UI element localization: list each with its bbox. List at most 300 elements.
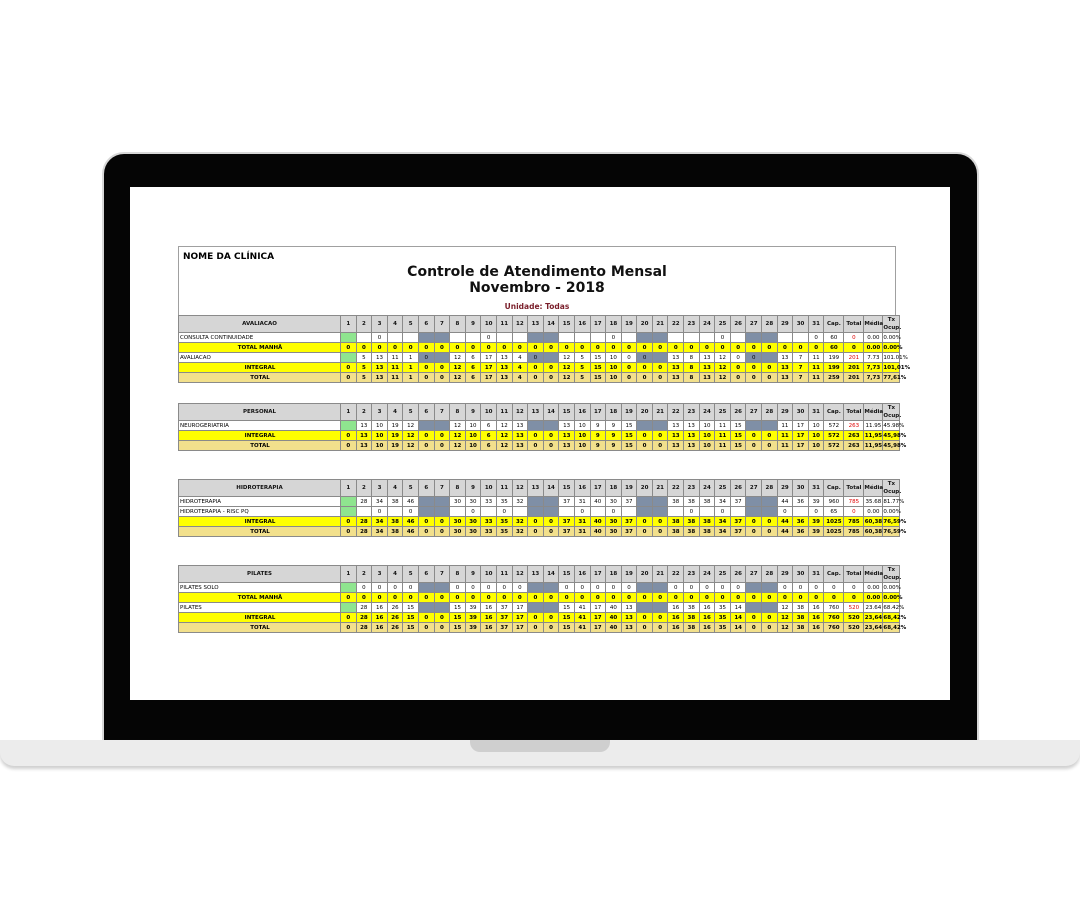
day-cell: 0 [528, 517, 544, 527]
day-cell: 15 [621, 441, 637, 451]
day-cell [543, 421, 559, 431]
day-cell [699, 333, 715, 343]
day-cell: 13 [699, 373, 715, 383]
day-cell: 0 [341, 613, 357, 623]
day-cell: 32 [512, 527, 528, 537]
total-cell: 201 [844, 353, 864, 363]
day-header: 27 [746, 566, 762, 583]
day-cell [762, 497, 778, 507]
day-cell: 13 [372, 373, 388, 383]
day-header: 11 [496, 316, 512, 333]
day-cell: 0 [684, 507, 700, 517]
day-header: 22 [668, 566, 684, 583]
day-cell: 30 [606, 527, 622, 537]
day-cell [621, 333, 637, 343]
report-title: Controle de Atendimento Mensal [407, 264, 667, 280]
day-cell: 12 [403, 431, 419, 441]
day-cell: 0 [637, 613, 653, 623]
tx-cell: 0.00% [883, 584, 901, 591]
day-cell: 30 [450, 517, 466, 527]
day-cell: 0 [418, 431, 434, 441]
day-cell: 0 [777, 593, 793, 603]
day-cell: 5 [574, 353, 590, 363]
day-header: 4 [387, 316, 403, 333]
row-label: HIDROTERAPIA - RISC PQ [179, 507, 341, 517]
day-cell: 38 [793, 603, 809, 613]
day-cell: 38 [684, 613, 700, 623]
day-cell: 0 [496, 583, 512, 593]
day-cell: 0 [418, 373, 434, 383]
day-cell [637, 497, 653, 507]
section-avaliacao [178, 315, 911, 383]
day-cell: 28 [356, 497, 372, 507]
day-cell: 0 [574, 507, 590, 517]
day-cell: 0 [341, 363, 357, 373]
day-cell: 10 [808, 441, 824, 451]
day-cell: 35 [496, 527, 512, 537]
day-cell: 0 [746, 517, 762, 527]
day-cell: 26 [387, 623, 403, 633]
day-cell: 0 [481, 333, 497, 343]
day-cell: 16 [372, 623, 388, 633]
day-cell: 0 [637, 593, 653, 603]
day-cell: 0 [450, 343, 466, 353]
day-cell [793, 507, 809, 517]
day-cell: 13 [668, 421, 684, 431]
table-row [179, 373, 900, 383]
day-cell: 36 [793, 497, 809, 507]
day-cell [652, 421, 668, 431]
day-cell: 0 [606, 593, 622, 603]
day-cell: 16 [808, 623, 824, 633]
day-cell: 0 [652, 613, 668, 623]
row-label: AVALIACAO [179, 353, 341, 363]
table-row [179, 333, 900, 343]
day-cell: 17 [590, 623, 606, 633]
day-header: 1 [341, 316, 357, 333]
day-header: 19 [621, 316, 637, 333]
day-cell: 15 [450, 613, 466, 623]
day-cell [762, 333, 778, 343]
day-cell: 28 [356, 517, 372, 527]
day-header: 30 [793, 566, 809, 583]
table-header-row [179, 404, 900, 421]
table-row [179, 517, 900, 527]
day-header: 26 [730, 480, 746, 497]
day-header: 22 [668, 316, 684, 333]
cap-cell: 760 [824, 613, 844, 623]
day-cell: 9 [606, 431, 622, 441]
day-cell: 13 [512, 431, 528, 441]
day-cell: 39 [465, 613, 481, 623]
day-cell: 32 [512, 497, 528, 507]
day-cell: 0 [543, 623, 559, 633]
day-cell: 16 [699, 603, 715, 613]
total-cell: 263 [844, 421, 864, 431]
day-cell: 0 [808, 507, 824, 517]
media-cell: 7,73 [864, 373, 883, 383]
day-cell: 15 [403, 603, 419, 613]
day-cell: 39 [808, 527, 824, 537]
day-cell: 10 [699, 431, 715, 441]
day-cell: 13 [777, 363, 793, 373]
day-cell: 1 [403, 363, 419, 373]
day-cell: 40 [606, 603, 622, 613]
day-header: 13 [528, 404, 544, 421]
day-cell: 33 [481, 497, 497, 507]
day-cell: 0 [341, 373, 357, 383]
day-header: 30 [793, 480, 809, 497]
day-cell [637, 603, 653, 613]
day-cell: 13 [496, 373, 512, 383]
day-header: 7 [434, 404, 450, 421]
day-cell: 30 [606, 497, 622, 507]
day-cell: 15 [590, 353, 606, 363]
day-cell: 14 [730, 603, 746, 613]
day-header: 10 [481, 480, 497, 497]
day-cell: 0 [746, 343, 762, 353]
day-header: 2 [356, 566, 372, 583]
day-cell: 12 [403, 441, 419, 451]
day-header: 24 [699, 480, 715, 497]
tx-cell: 101.01% [883, 354, 908, 361]
day-cell: 0 [652, 431, 668, 441]
day-cell: 0 [403, 507, 419, 517]
day-cell [418, 333, 434, 343]
day-cell: 11 [387, 353, 403, 363]
day-cell [590, 333, 606, 343]
day-cell: 11 [777, 431, 793, 441]
row-label: NEUROGERIATRIA [179, 421, 341, 431]
day-cell: 0 [793, 593, 809, 603]
day-header: 27 [746, 480, 762, 497]
day-cell [668, 333, 684, 343]
day-cell: 0 [543, 373, 559, 383]
day-cell: 0 [372, 343, 388, 353]
day-cell: 13 [496, 363, 512, 373]
day-cell [637, 421, 653, 431]
day-cell: 10 [808, 421, 824, 431]
day-cell: 0 [652, 527, 668, 537]
tx-cell: 76,59% [883, 528, 907, 535]
day-cell: 0 [606, 507, 622, 517]
day-header: 2 [356, 316, 372, 333]
day-cell: 0 [715, 343, 731, 353]
day-cell [341, 497, 357, 507]
day-cell: 0 [715, 583, 731, 593]
day-cell: 12 [450, 431, 466, 441]
day-cell: 0 [434, 623, 450, 633]
day-cell: 17 [590, 603, 606, 613]
day-cell: 0 [574, 343, 590, 353]
media-cell: 23,64 [864, 614, 883, 621]
day-cell: 0 [730, 373, 746, 383]
day-cell: 0 [762, 373, 778, 383]
day-cell: 10 [606, 363, 622, 373]
day-cell: 0 [652, 593, 668, 603]
day-cell [418, 497, 434, 507]
day-cell: 0 [356, 583, 372, 593]
day-header: 13 [528, 316, 544, 333]
day-cell: 0 [762, 613, 778, 623]
day-cell [574, 333, 590, 343]
table-row [179, 431, 900, 441]
day-cell: 0 [730, 353, 746, 363]
day-cell [341, 421, 357, 431]
day-cell: 0 [730, 363, 746, 373]
day-cell: 0 [559, 593, 575, 603]
day-cell [637, 583, 653, 593]
day-cell [652, 333, 668, 343]
day-cell: 11 [777, 421, 793, 431]
day-cell: 35 [715, 623, 731, 633]
day-cell: 37 [730, 527, 746, 537]
row-label: TOTAL MANHÃ [179, 593, 341, 603]
day-cell: 16 [668, 603, 684, 613]
day-cell: 0 [762, 593, 778, 603]
report-subtitle: Novembro - 2018 [469, 280, 605, 296]
day-cell: 0 [418, 593, 434, 603]
day-header: 3 [372, 404, 388, 421]
day-header: 16 [574, 316, 590, 333]
day-header: 15 [559, 566, 575, 583]
day-cell: 15 [403, 623, 419, 633]
day-cell: 40 [606, 613, 622, 623]
day-header: 6 [418, 566, 434, 583]
day-cell: 12 [403, 421, 419, 431]
day-cell: 5 [574, 363, 590, 373]
day-cell: 0 [746, 593, 762, 603]
day-cell [762, 353, 778, 363]
tx-cell: 68,42% [883, 614, 907, 621]
day-cell: 11 [715, 431, 731, 441]
tx-cell: 45.98% [883, 422, 905, 429]
day-cell: 17 [512, 603, 528, 613]
day-header: 8 [450, 480, 466, 497]
day-header: 15 [559, 480, 575, 497]
row-label: PILATES [179, 603, 341, 613]
total-cell: 263 [844, 441, 864, 451]
day-header: 15 [559, 316, 575, 333]
day-cell: 0 [528, 593, 544, 603]
row-label: TOTAL [179, 527, 341, 537]
day-cell: 0 [372, 333, 388, 343]
row-label: TOTAL MANHÃ [179, 343, 341, 353]
cap-cell: 65 [824, 507, 844, 517]
media-header: Média [864, 316, 883, 333]
day-cell: 39 [465, 603, 481, 613]
day-cell: 38 [699, 517, 715, 527]
day-header: 25 [715, 566, 731, 583]
day-cell: 9 [590, 431, 606, 441]
day-cell: 34 [715, 497, 731, 507]
day-cell: 0 [434, 593, 450, 603]
day-cell: 0 [528, 353, 544, 363]
day-cell: 0 [606, 343, 622, 353]
day-cell: 0 [465, 343, 481, 353]
day-cell: 13 [356, 431, 372, 441]
section-title: AVALIACAO [179, 316, 341, 333]
day-cell: 0 [559, 583, 575, 593]
table-row [179, 363, 900, 373]
day-header: 10 [481, 316, 497, 333]
media-cell: 11,95 [864, 432, 883, 439]
day-cell: 0 [808, 333, 824, 343]
day-cell [652, 507, 668, 517]
day-header: 21 [652, 566, 668, 583]
day-cell [543, 353, 559, 363]
day-cell: 12 [450, 353, 466, 363]
day-cell: 16 [372, 613, 388, 623]
table-header-row [179, 316, 900, 333]
day-cell: 38 [699, 527, 715, 537]
day-header: 21 [652, 316, 668, 333]
cap-cell: 760 [824, 623, 844, 633]
day-cell: 12 [559, 363, 575, 373]
section-pilates [178, 565, 907, 633]
day-cell: 0 [808, 343, 824, 353]
day-cell: 0 [762, 431, 778, 441]
day-header: 25 [715, 480, 731, 497]
table-row [179, 421, 900, 431]
day-cell: 13 [559, 441, 575, 451]
day-cell: 0 [418, 527, 434, 537]
day-cell: 0 [746, 613, 762, 623]
day-cell: 16 [808, 613, 824, 623]
day-header: 29 [777, 404, 793, 421]
day-cell: 5 [574, 373, 590, 383]
day-cell [418, 583, 434, 593]
day-cell: 0 [387, 343, 403, 353]
day-cell [434, 353, 450, 363]
day-cell: 0 [637, 431, 653, 441]
day-cell [762, 507, 778, 517]
tx-cell: 0.00% [883, 508, 901, 515]
day-header: 26 [730, 316, 746, 333]
day-cell: 37 [559, 527, 575, 537]
day-cell [512, 333, 528, 343]
day-header: 6 [418, 316, 434, 333]
day-cell [528, 333, 544, 343]
day-cell: 0 [621, 373, 637, 383]
row-label: TOTAL [179, 373, 341, 383]
day-cell: 0 [777, 583, 793, 593]
day-cell [434, 603, 450, 613]
day-cell: 0 [543, 441, 559, 451]
day-cell: 0 [808, 593, 824, 603]
day-cell: 0 [684, 583, 700, 593]
day-cell [637, 333, 653, 343]
day-cell [418, 603, 434, 613]
day-cell: 13 [559, 431, 575, 441]
day-cell: 0 [543, 363, 559, 373]
report [178, 246, 896, 320]
day-header: 27 [746, 404, 762, 421]
cap-cell: 1025 [824, 527, 844, 537]
day-cell: 0 [730, 583, 746, 593]
day-cell: 15 [450, 603, 466, 613]
media-cell: 7,73 [864, 363, 883, 373]
day-cell: 4 [512, 353, 528, 363]
day-cell [699, 507, 715, 517]
day-cell: 0 [418, 623, 434, 633]
day-cell: 0 [341, 527, 357, 537]
day-cell: 0 [762, 363, 778, 373]
day-cell: 0 [746, 363, 762, 373]
cap-cell: 0 [824, 593, 844, 603]
day-header: 9 [465, 566, 481, 583]
day-cell: 30 [465, 497, 481, 507]
day-header: 7 [434, 316, 450, 333]
day-cell: 19 [387, 421, 403, 431]
day-cell: 46 [403, 527, 419, 537]
day-cell: 46 [403, 517, 419, 527]
day-cell: 0 [434, 517, 450, 527]
day-cell: 17 [590, 613, 606, 623]
day-cell [434, 333, 450, 343]
day-header: 17 [590, 316, 606, 333]
day-cell: 13 [699, 353, 715, 363]
day-cell: 37 [496, 623, 512, 633]
media-cell: 23,64 [864, 624, 883, 631]
day-cell [528, 583, 544, 593]
day-cell: 10 [574, 441, 590, 451]
day-cell: 0 [356, 593, 372, 603]
day-cell: 0 [730, 593, 746, 603]
day-cell [621, 507, 637, 517]
day-cell: 33 [481, 517, 497, 527]
day-cell: 40 [606, 623, 622, 633]
day-cell: 0 [528, 363, 544, 373]
day-cell: 11 [387, 363, 403, 373]
day-header: 22 [668, 480, 684, 497]
day-header: 19 [621, 566, 637, 583]
day-cell: 10 [606, 373, 622, 383]
day-cell: 0 [746, 441, 762, 451]
day-cell: 0 [621, 353, 637, 363]
cap-cell: 960 [824, 497, 844, 507]
day-cell: 0 [418, 441, 434, 451]
day-cell: 16 [668, 623, 684, 633]
day-header: 26 [730, 566, 746, 583]
table-row [179, 353, 900, 363]
day-cell: 15 [590, 363, 606, 373]
day-cell: 0 [528, 527, 544, 537]
row-label: INTEGRAL [179, 517, 341, 527]
day-header: 9 [465, 480, 481, 497]
day-cell: 6 [465, 353, 481, 363]
day-cell: 0 [450, 593, 466, 603]
day-cell: 30 [450, 497, 466, 507]
day-header: 8 [450, 316, 466, 333]
total-cell: 785 [844, 497, 864, 507]
media-cell: 0.00 [864, 343, 883, 353]
day-cell [434, 507, 450, 517]
day-cell: 0 [715, 593, 731, 603]
day-cell: 0 [341, 343, 357, 353]
day-cell: 34 [372, 527, 388, 537]
day-cell: 0 [341, 623, 357, 633]
day-cell: 0 [793, 583, 809, 593]
cap-cell: 199 [824, 353, 844, 363]
day-header: 16 [574, 566, 590, 583]
day-cell: 0 [418, 517, 434, 527]
media-cell: 11.95 [865, 422, 882, 429]
day-cell: 4 [512, 373, 528, 383]
day-cell: 35 [496, 517, 512, 527]
day-cell: 11 [777, 441, 793, 451]
day-cell: 0 [637, 343, 653, 353]
